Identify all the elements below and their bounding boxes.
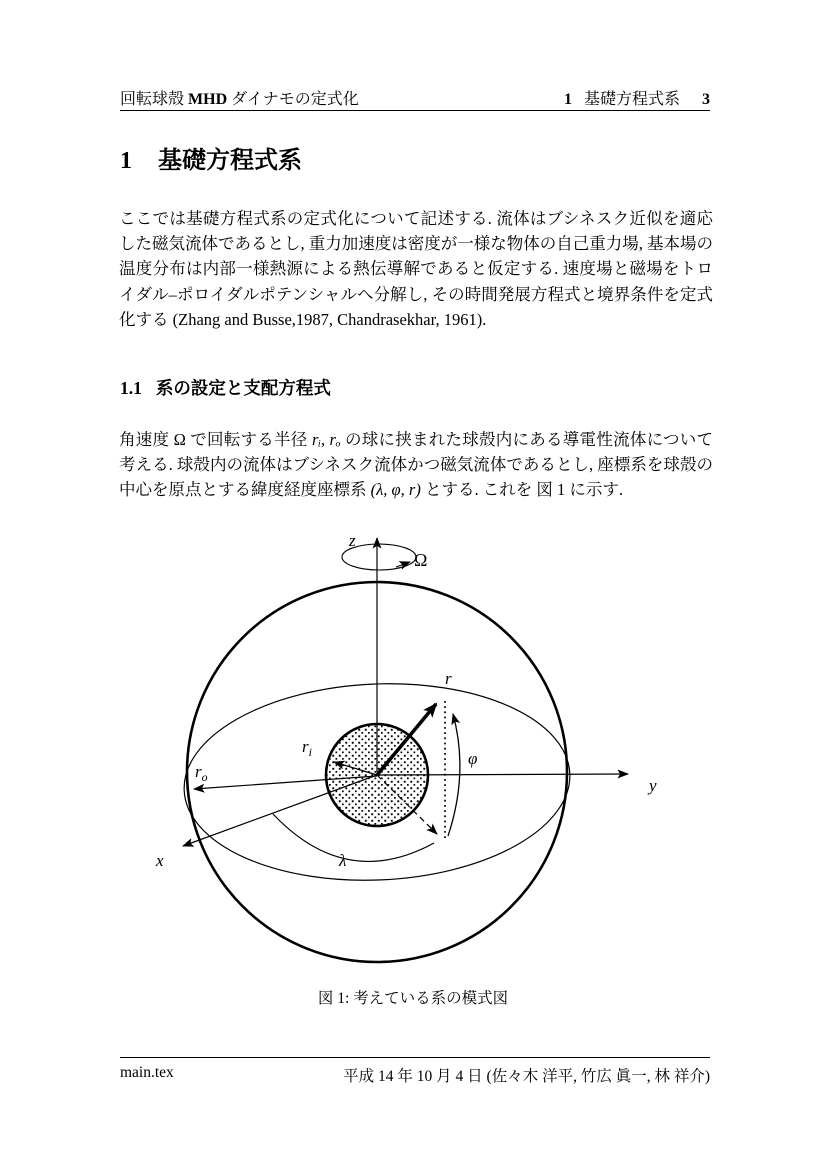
footer-date-authors: 平成 14 年 10 月 4 日 (佐々木 洋平, 竹広 眞一, 林 祥介) (343, 1068, 710, 1085)
header-section-number: 1 (563, 91, 572, 108)
header-page-number: 3 (702, 91, 710, 108)
subsection-number: 1.1 (120, 378, 142, 398)
label-z-axis: z (349, 531, 356, 550)
header-title-post: ダイナモの定式化 (227, 91, 359, 108)
intro-paragraph: ここでは基礎方程式系の定式化について記述する. 流体はブシネスク近似を適応した磁気流体であるとし, 重力加速度は密度が一様な物体の自己重力場, 基本場の温度分布は内部一様熱源による熱伝導解であると仮定する. 速度場と磁場をトロイダル–ポロイダルポテンシャルへ分解し, その時間発展方程式と境界条件を定式化する (Zhang and Busse,1987, Chandrasekhar, 1961). (119, 209, 713, 329)
label-omega: Ω (414, 550, 428, 570)
figure-caption: 図 1: 考えている系の模式図 (317, 990, 509, 1007)
section-number: 1 (120, 148, 132, 174)
footer-rule (120, 1057, 710, 1058)
footer-filename: main.tex (120, 1064, 174, 1081)
header-title-acronym: MHD (188, 91, 228, 108)
label-r-vector: r (445, 669, 452, 688)
section-title: 基礎方程式系 (158, 148, 302, 174)
subsection-heading (120, 375, 331, 400)
label-outer-radius: $r_o$ (195, 762, 208, 784)
label-inner-radius: $r_i$ (302, 737, 312, 759)
header-title-pre: 回転球殻 (120, 91, 189, 108)
header-rule (120, 110, 710, 111)
label-phi-angle: φ (468, 749, 478, 768)
label-x-axis: x (156, 851, 164, 870)
page-title (120, 140, 302, 175)
system-diagram (135, 515, 690, 980)
omega-rotation-arrow (396, 562, 410, 567)
label-lambda-angle: λ (339, 851, 347, 870)
header-section-title: 基礎方程式系 (583, 91, 680, 108)
subsection-title: 系の設定と支配方程式 (155, 378, 331, 398)
label-y-axis: y (649, 776, 657, 795)
header-section-ref (564, 86, 710, 109)
header-left-title (120, 86, 359, 109)
body-paragraph: 角速度 Ω で回転する半径 rᵢ, rₒ の球に挟まれた球殻内にある導電性流体について考える. 球殻内の流体はブシネスク流体かつ磁気流体であるとし, 座標系を球殻の中心を原点とする緯度経度座標系 (λ, φ, r) とする. これを 図 1 に示す. (119, 430, 714, 500)
